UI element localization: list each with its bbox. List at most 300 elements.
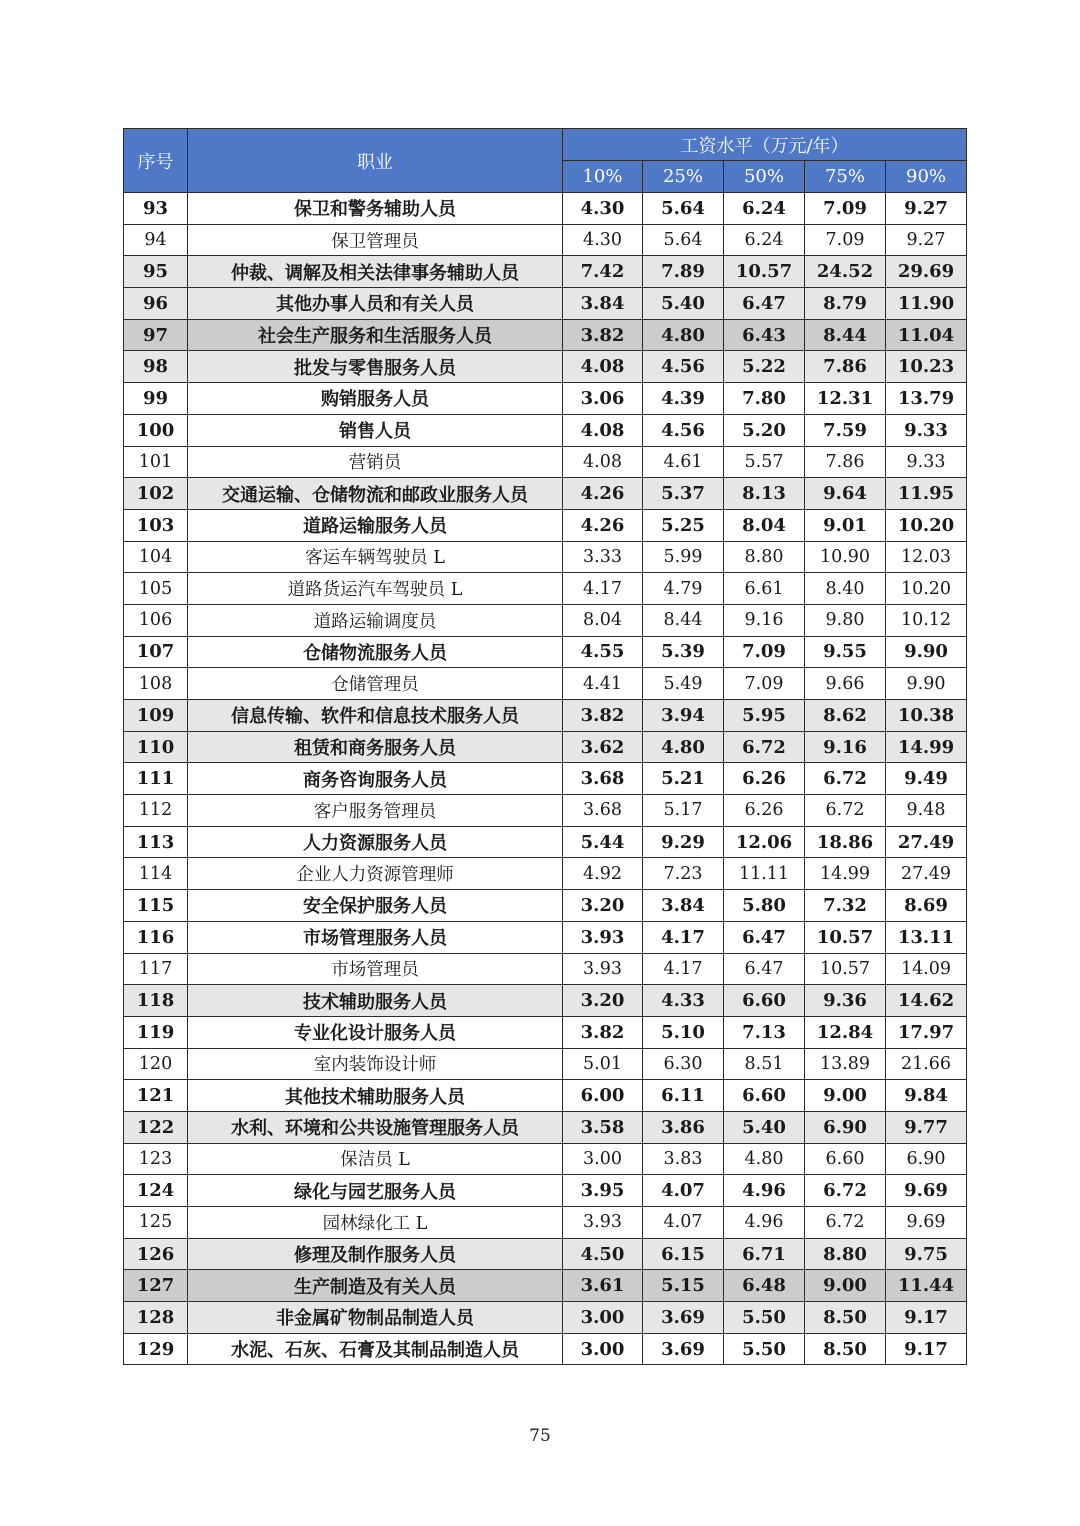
cell-p25: 5.10 (643, 1016, 724, 1048)
cell-p10: 3.61 (563, 1270, 643, 1302)
cell-p25: 6.15 (643, 1238, 724, 1270)
cell-occupation: 修理及制作服务人员 (188, 1238, 563, 1270)
cell-index: 95 (124, 256, 188, 288)
cell-p50: 10.57 (724, 256, 805, 288)
cell-p50: 4.96 (724, 1175, 805, 1207)
table-row (124, 700, 967, 732)
cell-occupation: 市场管理员 (188, 953, 563, 985)
cell-occupation: 销售人员 (188, 414, 563, 446)
cell-index: 125 (124, 1207, 188, 1239)
cell-p10: 3.20 (563, 890, 643, 922)
cell-p25: 7.23 (643, 858, 724, 890)
cell-p75: 7.86 (805, 446, 886, 478)
cell-occupation: 室内装饰设计师 (188, 1048, 563, 1080)
cell-p90: 17.97 (886, 1016, 967, 1048)
cell-occupation: 批发与零售服务人员 (188, 351, 563, 383)
cell-p75: 8.50 (805, 1302, 886, 1334)
cell-p90: 9.48 (886, 795, 967, 827)
table-row (124, 1302, 967, 1334)
table-row (124, 1207, 967, 1239)
cell-p25: 8.44 (643, 604, 724, 636)
cell-p10: 4.50 (563, 1238, 643, 1270)
cell-occupation: 道路运输调度员 (188, 604, 563, 636)
table-row (124, 509, 967, 541)
cell-p50: 5.95 (724, 700, 805, 732)
cell-p25: 5.64 (643, 193, 724, 225)
cell-p50: 6.47 (724, 953, 805, 985)
cell-p25: 4.17 (643, 953, 724, 985)
cell-occupation: 仲裁、调解及相关法律事务辅助人员 (188, 256, 563, 288)
cell-occupation: 技术辅助服务人员 (188, 985, 563, 1017)
cell-p25: 5.21 (643, 763, 724, 795)
cell-index: 97 (124, 319, 188, 351)
cell-index: 109 (124, 700, 188, 732)
cell-p25: 3.69 (643, 1333, 724, 1365)
cell-p10: 8.04 (563, 604, 643, 636)
cell-p90: 10.12 (886, 604, 967, 636)
cell-p50: 6.43 (724, 319, 805, 351)
cell-p90: 9.33 (886, 446, 967, 478)
cell-p50: 7.09 (724, 668, 805, 700)
table-row (124, 256, 967, 288)
cell-p75: 6.72 (805, 1175, 886, 1207)
cell-p75: 24.52 (805, 256, 886, 288)
cell-occupation: 水泥、石灰、石膏及其制品制造人员 (188, 1333, 563, 1365)
cell-p10: 3.93 (563, 921, 643, 953)
cell-p10: 3.93 (563, 1207, 643, 1239)
cell-p75: 14.99 (805, 858, 886, 890)
cell-p75: 12.31 (805, 383, 886, 415)
cell-p50: 6.60 (724, 985, 805, 1017)
cell-p50: 6.26 (724, 763, 805, 795)
table-row (124, 193, 967, 225)
cell-p75: 10.57 (805, 921, 886, 953)
cell-index: 105 (124, 573, 188, 605)
table-row (124, 668, 967, 700)
cell-p50: 6.24 (724, 224, 805, 256)
cell-p75: 6.90 (805, 1111, 886, 1143)
table-row (124, 1270, 967, 1302)
cell-p10: 3.68 (563, 763, 643, 795)
table-row (124, 858, 967, 890)
table-row (124, 985, 967, 1017)
cell-p10: 3.33 (563, 541, 643, 573)
cell-index: 116 (124, 921, 188, 953)
cell-occupation: 保卫和警务辅助人员 (188, 193, 563, 225)
cell-p50: 12.06 (724, 826, 805, 858)
cell-occupation: 商务咨询服务人员 (188, 763, 563, 795)
cell-p75: 6.60 (805, 1143, 886, 1175)
cell-occupation: 水利、环境和公共设施管理服务人员 (188, 1111, 563, 1143)
cell-p10: 4.08 (563, 414, 643, 446)
cell-p75: 9.80 (805, 604, 886, 636)
cell-p50: 8.13 (724, 478, 805, 510)
table-row (124, 604, 967, 636)
cell-p10: 6.00 (563, 1080, 643, 1112)
cell-p25: 3.69 (643, 1302, 724, 1334)
cell-index: 129 (124, 1333, 188, 1365)
cell-p25: 5.37 (643, 478, 724, 510)
cell-p25: 3.86 (643, 1111, 724, 1143)
cell-p25: 4.07 (643, 1207, 724, 1239)
cell-p50: 6.71 (724, 1238, 805, 1270)
cell-occupation: 客运车辆驾驶员 L (188, 541, 563, 573)
cell-p75: 9.01 (805, 509, 886, 541)
cell-index: 98 (124, 351, 188, 383)
cell-p50: 8.51 (724, 1048, 805, 1080)
table-row (124, 795, 967, 827)
cell-index: 122 (124, 1111, 188, 1143)
cell-p75: 9.66 (805, 668, 886, 700)
wage-table (123, 128, 967, 1365)
table-row (124, 288, 967, 320)
cell-occupation: 租赁和商务服务人员 (188, 731, 563, 763)
cell-p50: 6.60 (724, 1080, 805, 1112)
cell-occupation: 安全保护服务人员 (188, 890, 563, 922)
cell-p50: 4.96 (724, 1207, 805, 1239)
table-row (124, 1143, 967, 1175)
cell-p50: 5.50 (724, 1333, 805, 1365)
cell-p50: 6.48 (724, 1270, 805, 1302)
cell-p50: 6.47 (724, 921, 805, 953)
cell-index: 112 (124, 795, 188, 827)
cell-p75: 8.62 (805, 700, 886, 732)
cell-p25: 4.80 (643, 731, 724, 763)
cell-p50: 8.04 (724, 509, 805, 541)
cell-p10: 3.06 (563, 383, 643, 415)
cell-p25: 7.89 (643, 256, 724, 288)
cell-p10: 3.84 (563, 288, 643, 320)
cell-index: 104 (124, 541, 188, 573)
cell-p50: 11.11 (724, 858, 805, 890)
cell-occupation: 绿化与园艺服务人员 (188, 1175, 563, 1207)
cell-p10: 3.20 (563, 985, 643, 1017)
cell-p50: 5.22 (724, 351, 805, 383)
cell-index: 120 (124, 1048, 188, 1080)
table-row (124, 351, 967, 383)
cell-occupation: 购销服务人员 (188, 383, 563, 415)
table-row (124, 890, 967, 922)
table-row (124, 921, 967, 953)
cell-p75: 10.57 (805, 953, 886, 985)
cell-p75: 7.09 (805, 193, 886, 225)
cell-p25: 5.17 (643, 795, 724, 827)
cell-index: 100 (124, 414, 188, 446)
cell-p25: 5.64 (643, 224, 724, 256)
cell-p90: 9.17 (886, 1333, 967, 1365)
cell-p90: 11.95 (886, 478, 967, 510)
cell-p75: 7.09 (805, 224, 886, 256)
cell-p10: 3.82 (563, 319, 643, 351)
cell-p90: 10.38 (886, 700, 967, 732)
cell-p90: 29.69 (886, 256, 967, 288)
cell-p25: 6.11 (643, 1080, 724, 1112)
header-p50: 50% (724, 161, 805, 193)
cell-p25: 5.49 (643, 668, 724, 700)
table-header (124, 129, 967, 193)
cell-index: 99 (124, 383, 188, 415)
cell-index: 118 (124, 985, 188, 1017)
table-row (124, 446, 967, 478)
cell-p25: 3.83 (643, 1143, 724, 1175)
cell-p25: 5.25 (643, 509, 724, 541)
cell-p10: 4.30 (563, 193, 643, 225)
cell-p90: 14.62 (886, 985, 967, 1017)
cell-occupation: 保卫管理员 (188, 224, 563, 256)
header-p90: 90% (886, 161, 967, 193)
table-row (124, 1080, 967, 1112)
cell-p75: 6.72 (805, 763, 886, 795)
cell-p90: 8.69 (886, 890, 967, 922)
cell-p90: 13.11 (886, 921, 967, 953)
cell-index: 128 (124, 1302, 188, 1334)
cell-index: 127 (124, 1270, 188, 1302)
cell-p90: 10.20 (886, 509, 967, 541)
cell-p10: 3.62 (563, 731, 643, 763)
header-p10: 10% (563, 161, 643, 193)
table-row (124, 1111, 967, 1143)
cell-p50: 7.09 (724, 636, 805, 668)
cell-p90: 14.99 (886, 731, 967, 763)
cell-p50: 8.80 (724, 541, 805, 573)
cell-p10: 7.42 (563, 256, 643, 288)
cell-p75: 8.80 (805, 1238, 886, 1270)
table-row (124, 319, 967, 351)
table-row (124, 1016, 967, 1048)
cell-occupation: 非金属矿物制品制造人员 (188, 1302, 563, 1334)
cell-index: 108 (124, 668, 188, 700)
cell-p90: 9.90 (886, 668, 967, 700)
cell-p25: 9.29 (643, 826, 724, 858)
cell-p50: 5.57 (724, 446, 805, 478)
cell-p10: 4.08 (563, 351, 643, 383)
table-row (124, 478, 967, 510)
cell-p75: 7.86 (805, 351, 886, 383)
cell-occupation: 市场管理服务人员 (188, 921, 563, 953)
cell-p90: 27.49 (886, 858, 967, 890)
cell-p90: 10.20 (886, 573, 967, 605)
table-row (124, 1238, 967, 1270)
cell-p75: 9.64 (805, 478, 886, 510)
cell-p25: 4.80 (643, 319, 724, 351)
cell-p50: 5.80 (724, 890, 805, 922)
cell-p25: 4.17 (643, 921, 724, 953)
cell-p10: 4.92 (563, 858, 643, 890)
cell-p50: 6.26 (724, 795, 805, 827)
table-body (124, 193, 967, 1365)
table-row (124, 953, 967, 985)
table-row (124, 1048, 967, 1080)
cell-p25: 4.56 (643, 414, 724, 446)
cell-p90: 9.69 (886, 1175, 967, 1207)
cell-p75: 18.86 (805, 826, 886, 858)
cell-occupation: 其他办事人员和有关人员 (188, 288, 563, 320)
cell-p75: 10.90 (805, 541, 886, 573)
cell-occupation: 保洁员 L (188, 1143, 563, 1175)
cell-p50: 7.13 (724, 1016, 805, 1048)
cell-index: 103 (124, 509, 188, 541)
cell-p10: 3.00 (563, 1302, 643, 1334)
cell-index: 93 (124, 193, 188, 225)
table-row (124, 224, 967, 256)
cell-occupation: 企业人力资源管理师 (188, 858, 563, 890)
cell-p90: 9.17 (886, 1302, 967, 1334)
cell-index: 117 (124, 953, 188, 985)
cell-p25: 4.39 (643, 383, 724, 415)
cell-p75: 12.84 (805, 1016, 886, 1048)
header-p25: 25% (643, 161, 724, 193)
cell-index: 124 (124, 1175, 188, 1207)
cell-p25: 3.94 (643, 700, 724, 732)
cell-p90: 10.23 (886, 351, 967, 383)
cell-p25: 5.39 (643, 636, 724, 668)
cell-occupation: 客户服务管理员 (188, 795, 563, 827)
cell-p75: 6.72 (805, 795, 886, 827)
header-occupation: 职业 (188, 129, 563, 193)
cell-index: 121 (124, 1080, 188, 1112)
cell-p50: 6.47 (724, 288, 805, 320)
cell-occupation: 道路货运汽车驾驶员 L (188, 573, 563, 605)
cell-p10: 3.82 (563, 700, 643, 732)
cell-p10: 3.68 (563, 795, 643, 827)
cell-index: 101 (124, 446, 188, 478)
cell-p90: 11.04 (886, 319, 967, 351)
header-p75: 75% (805, 161, 886, 193)
cell-p90: 6.90 (886, 1143, 967, 1175)
cell-p25: 5.99 (643, 541, 724, 573)
cell-p50: 5.50 (724, 1302, 805, 1334)
cell-p10: 3.00 (563, 1333, 643, 1365)
cell-p50: 4.80 (724, 1143, 805, 1175)
cell-p10: 4.08 (563, 446, 643, 478)
cell-index: 102 (124, 478, 188, 510)
table-row (124, 731, 967, 763)
cell-p25: 4.79 (643, 573, 724, 605)
cell-p10: 3.93 (563, 953, 643, 985)
cell-p50: 6.61 (724, 573, 805, 605)
cell-p75: 8.50 (805, 1333, 886, 1365)
table-row (124, 763, 967, 795)
cell-p50: 5.40 (724, 1111, 805, 1143)
cell-p75: 8.40 (805, 573, 886, 605)
cell-index: 96 (124, 288, 188, 320)
cell-p75: 9.00 (805, 1270, 886, 1302)
cell-p90: 14.09 (886, 953, 967, 985)
cell-p50: 6.72 (724, 731, 805, 763)
cell-p90: 9.27 (886, 193, 967, 225)
table-row (124, 826, 967, 858)
cell-index: 111 (124, 763, 188, 795)
cell-p90: 21.66 (886, 1048, 967, 1080)
cell-p10: 4.26 (563, 509, 643, 541)
cell-occupation: 营销员 (188, 446, 563, 478)
table-row (124, 414, 967, 446)
table-row (124, 541, 967, 573)
cell-index: 106 (124, 604, 188, 636)
cell-p50: 6.24 (724, 193, 805, 225)
cell-p10: 4.30 (563, 224, 643, 256)
cell-p10: 4.41 (563, 668, 643, 700)
cell-p25: 4.07 (643, 1175, 724, 1207)
cell-occupation: 道路运输服务人员 (188, 509, 563, 541)
cell-p75: 9.00 (805, 1080, 886, 1112)
cell-p25: 4.56 (643, 351, 724, 383)
cell-p50: 9.16 (724, 604, 805, 636)
cell-p25: 5.15 (643, 1270, 724, 1302)
cell-occupation: 仓储管理员 (188, 668, 563, 700)
page-number: 75 (529, 1426, 551, 1446)
cell-p25: 3.84 (643, 890, 724, 922)
cell-p90: 9.49 (886, 763, 967, 795)
cell-p75: 8.44 (805, 319, 886, 351)
cell-index: 115 (124, 890, 188, 922)
table-row (124, 383, 967, 415)
cell-p25: 4.33 (643, 985, 724, 1017)
cell-p75: 13.89 (805, 1048, 886, 1080)
cell-p10: 5.01 (563, 1048, 643, 1080)
table-row (124, 573, 967, 605)
cell-p10: 4.55 (563, 636, 643, 668)
cell-occupation: 社会生产服务和生活服务人员 (188, 319, 563, 351)
cell-p90: 9.69 (886, 1207, 967, 1239)
cell-p90: 9.75 (886, 1238, 967, 1270)
cell-p50: 5.20 (724, 414, 805, 446)
cell-p75: 7.59 (805, 414, 886, 446)
cell-p90: 11.90 (886, 288, 967, 320)
cell-p25: 5.40 (643, 288, 724, 320)
cell-occupation: 信息传输、软件和信息技术服务人员 (188, 700, 563, 732)
cell-p90: 9.90 (886, 636, 967, 668)
cell-p90: 9.27 (886, 224, 967, 256)
cell-index: 113 (124, 826, 188, 858)
cell-index: 110 (124, 731, 188, 763)
cell-p75: 9.36 (805, 985, 886, 1017)
cell-p75: 6.72 (805, 1207, 886, 1239)
cell-occupation: 交通运输、仓储物流和邮政业服务人员 (188, 478, 563, 510)
cell-p10: 3.58 (563, 1111, 643, 1143)
cell-p75: 9.55 (805, 636, 886, 668)
cell-p90: 9.33 (886, 414, 967, 446)
cell-p10: 3.00 (563, 1143, 643, 1175)
cell-p25: 6.30 (643, 1048, 724, 1080)
cell-p10: 3.95 (563, 1175, 643, 1207)
cell-p25: 4.61 (643, 446, 724, 478)
cell-occupation: 专业化设计服务人员 (188, 1016, 563, 1048)
cell-occupation: 仓储物流服务人员 (188, 636, 563, 668)
cell-index: 94 (124, 224, 188, 256)
cell-p10: 3.82 (563, 1016, 643, 1048)
cell-occupation: 生产制造及有关人员 (188, 1270, 563, 1302)
cell-p90: 13.79 (886, 383, 967, 415)
cell-p90: 12.03 (886, 541, 967, 573)
cell-index: 119 (124, 1016, 188, 1048)
table-row (124, 1333, 967, 1365)
cell-occupation: 人力资源服务人员 (188, 826, 563, 858)
cell-p90: 9.77 (886, 1111, 967, 1143)
cell-p75: 8.79 (805, 288, 886, 320)
cell-p50: 7.80 (724, 383, 805, 415)
cell-index: 126 (124, 1238, 188, 1270)
cell-p75: 9.16 (805, 731, 886, 763)
cell-p10: 5.44 (563, 826, 643, 858)
cell-index: 114 (124, 858, 188, 890)
cell-p90: 11.44 (886, 1270, 967, 1302)
cell-p10: 4.26 (563, 478, 643, 510)
cell-p90: 9.84 (886, 1080, 967, 1112)
table-row (124, 636, 967, 668)
header-wage-group: 工资水平（万元/年） (563, 129, 967, 161)
cell-p10: 4.17 (563, 573, 643, 605)
